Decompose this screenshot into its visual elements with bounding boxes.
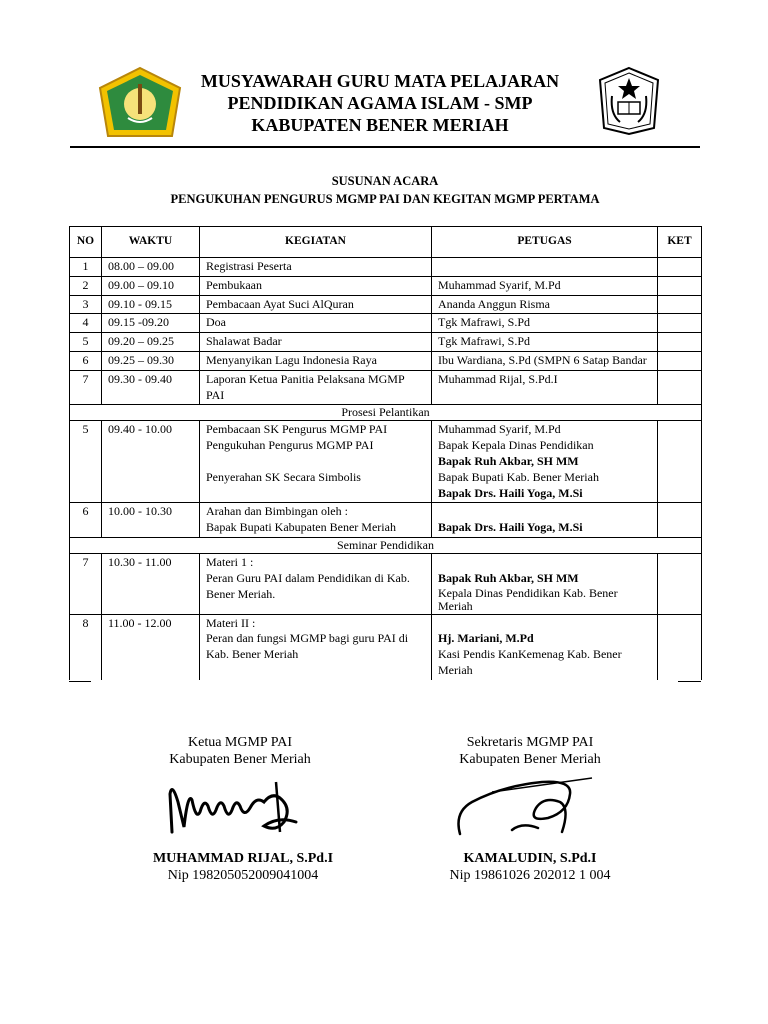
agenda-subtitle: PENGUKUHAN PENGURUS MGMP PAI DAN KEGITAN MGMP PERTAMA [170, 192, 600, 206]
table-row [70, 370, 702, 405]
row-petugas [432, 258, 658, 277]
row-ket [658, 314, 702, 333]
signature-block-left [130, 734, 350, 768]
agenda-table [69, 226, 702, 680]
row-no: 7 [70, 553, 102, 614]
row-kegiatan [200, 553, 432, 614]
kegiatan-line: Peran dan fungsi MGMP bagi guru PAI di Kab. Bener Meriah [206, 631, 409, 662]
table-row [70, 421, 702, 503]
row-petugas: Tgk Mafrawi, S.Pd [432, 314, 658, 333]
row-petugas [432, 553, 658, 614]
row-ket [658, 295, 702, 314]
kegiatan-line: Materi II : [206, 615, 256, 630]
row-petugas: Tgk Mafrawi, S.Pd [432, 333, 658, 352]
signature-block-right [420, 734, 640, 768]
section-label: Seminar Pendidikan [70, 537, 702, 553]
section-row [70, 537, 702, 553]
table-row [70, 351, 702, 370]
table-header-row [70, 227, 702, 258]
signer-right [405, 850, 655, 884]
row-waktu: 09.00 – 09.10 [102, 276, 200, 295]
org-title-line2: PENDIDIKAN AGAMA ISLAM - SMP [227, 93, 533, 113]
row-petugas [432, 421, 658, 503]
row-ket [658, 276, 702, 295]
row-petugas: Muhammad Rijal, S.Pd.I [432, 370, 658, 405]
petugas-line: Muhammad Syarif, M.Pd [438, 422, 561, 437]
col-kegiatan: KEGIATAN [200, 227, 432, 258]
row-no: 6 [70, 351, 102, 370]
row-kegiatan: Laporan Ketua Panitia Pelaksana MGMP PAI [200, 370, 432, 405]
org-title-line3: KABUPATEN BENER MERIAH [251, 115, 509, 135]
row-waktu: 09.20 – 09.25 [102, 333, 200, 352]
row-petugas [432, 614, 658, 680]
row-waktu: 09.40 - 10.00 [102, 421, 200, 503]
row-no: 5 [70, 421, 102, 503]
col-ket: KET [658, 227, 702, 258]
row-kegiatan [200, 503, 432, 538]
signer-name: KAMALUDIN, S.Pd.I [463, 851, 597, 866]
signer-name: MUHAMMAD RIJAL, S.Pd.I [152, 851, 334, 866]
row-no: 3 [70, 295, 102, 314]
row-ket [658, 503, 702, 538]
row-ket [658, 370, 702, 405]
row-ket [658, 553, 702, 614]
table-row [70, 295, 702, 314]
row-petugas: Ibu Wardiana, S.Pd (SMPN 6 Satap Bandar [432, 351, 658, 370]
header-rule [70, 146, 700, 148]
petugas-line: Hj. Mariani, M.Pd [438, 631, 534, 646]
row-ket [658, 258, 702, 277]
table-row [70, 553, 702, 614]
handwritten-signature-right [452, 772, 602, 842]
petugas-line: Bapak Drs. Haili Yoga, M.Si [438, 520, 583, 535]
section-row [70, 405, 702, 421]
col-petugas: PETUGAS [432, 227, 658, 258]
row-ket [658, 421, 702, 503]
table-row [70, 333, 702, 352]
row-kegiatan: Doa [200, 314, 432, 333]
row-ket [658, 614, 702, 680]
row-waktu: 10.30 - 11.00 [102, 553, 200, 614]
row-waktu: 08.00 – 09.00 [102, 258, 200, 277]
row-ket [658, 333, 702, 352]
kegiatan-line: Peran Guru PAI dalam Pendidikan di Kab. Bener Meriah. [206, 570, 410, 601]
row-kegiatan: Pembacaan Ayat Suci AlQuran [200, 295, 432, 314]
petugas-line: Kasi Pendis KanKemenag Kab. Bener Meriah [438, 647, 622, 677]
row-waktu: 09.25 – 09.30 [102, 351, 200, 370]
row-kegiatan [200, 614, 432, 680]
row-kegiatan: Shalawat Badar [200, 333, 432, 352]
row-ket [658, 351, 702, 370]
table-row [70, 614, 702, 680]
signer-nip: Nip 198205052009041004 [167, 868, 319, 883]
row-petugas: Muhammad Syarif, M.Pd [432, 276, 658, 295]
kegiatan-line: Materi 1 : [206, 554, 254, 569]
row-no: 7 [70, 370, 102, 405]
row-waktu: 09.10 - 09.15 [102, 295, 200, 314]
kegiatan-line: Pembacaan SK Pengurus MGMP PAI [206, 422, 388, 437]
table-row [70, 276, 702, 295]
signer-nip: Nip 19861026 202012 1 004 [449, 868, 611, 883]
signer-left [118, 850, 368, 884]
row-no: 1 [70, 258, 102, 277]
petugas-line: Kepala Dinas Pendidikan Kab. Bener Meriah [438, 585, 618, 613]
petugas-line: Bapak Ruh Akbar, SH MM [438, 453, 579, 468]
table-bottom-stub-left [69, 681, 91, 682]
col-waktu: WAKTU [102, 227, 200, 258]
table-bottom-stub-right [678, 681, 701, 682]
kegiatan-line: Arahan dan Bimbingan oleh : [206, 504, 348, 519]
row-waktu: 09.15 -09.20 [102, 314, 200, 333]
handwritten-signature-left [160, 772, 310, 842]
signer-title: Ketua MGMP PAI [188, 735, 292, 750]
row-waktu: 11.00 - 12.00 [102, 614, 200, 680]
row-waktu: 10.00 - 10.30 [102, 503, 200, 538]
row-petugas: Ananda Anggun Risma [432, 295, 658, 314]
row-no: 5 [70, 333, 102, 352]
row-waktu: 09.30 - 09.40 [102, 370, 200, 405]
row-kegiatan: Registrasi Peserta [200, 258, 432, 277]
row-no: 6 [70, 503, 102, 538]
signer-org: Kabupaten Bener Meriah [169, 752, 311, 767]
kegiatan-line: Penyerahan SK Secara Simbolis [206, 469, 361, 484]
row-petugas [432, 503, 658, 538]
col-no: NO [70, 227, 102, 258]
table-row [70, 503, 702, 538]
kegiatan-line: Bapak Bupati Kabupaten Bener Meriah [206, 520, 396, 535]
table-row [70, 314, 702, 333]
petugas-line: Bapak Kepala Dinas Pendidikan [438, 438, 594, 453]
row-no: 8 [70, 614, 102, 680]
row-kegiatan [200, 421, 432, 503]
row-kegiatan: Pembukaan [200, 276, 432, 295]
row-kegiatan: Menyanyikan Lagu Indonesia Raya [200, 351, 432, 370]
row-no: 4 [70, 314, 102, 333]
agenda-title: SUSUNAN ACARA [331, 174, 439, 188]
org-title-line1: MUSYAWARAH GURU MATA PELAJARAN [200, 71, 560, 91]
kegiatan-line: Pengukuhan Pengurus MGMP PAI [206, 438, 374, 453]
row-no: 2 [70, 276, 102, 295]
petugas-line: Bapak Drs. Haili Yoga, M.Si [438, 485, 583, 500]
petugas-line: Bapak Bupati Kab. Bener Meriah [438, 469, 599, 484]
signer-title: Sekretaris MGMP PAI [466, 735, 594, 750]
table-row [70, 258, 702, 277]
signer-org: Kabupaten Bener Meriah [459, 752, 601, 767]
section-label: Prosesi Pelantikan [70, 405, 702, 421]
petugas-line: Bapak Ruh Akbar, SH MM [438, 570, 579, 585]
